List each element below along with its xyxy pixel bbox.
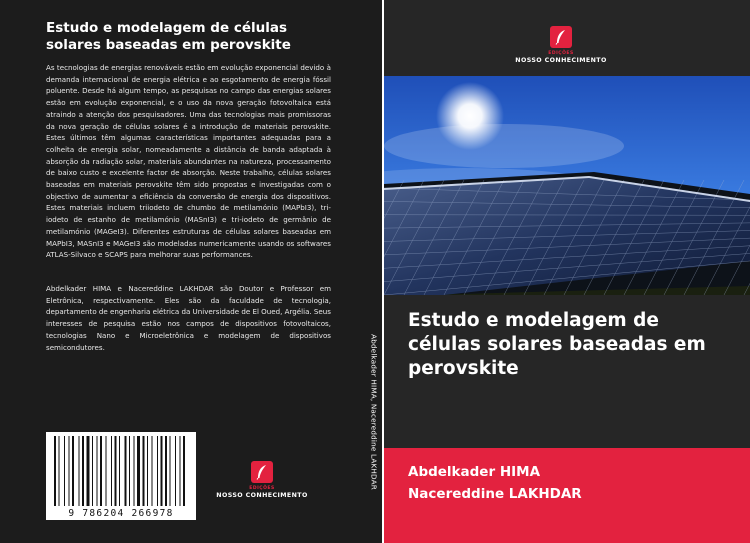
publisher-name: NOSSO CONHECIMENTO <box>216 492 308 499</box>
back-publisher-logo <box>216 461 308 499</box>
publisher-edicoes: EDIÇÕES <box>249 486 275 491</box>
back-cover-title: Estudo e modelagem de células solares baseadas em perovskite <box>46 20 291 53</box>
front-publisher-logo <box>511 26 611 64</box>
barcode-icon <box>46 436 196 512</box>
publisher-name: NOSSO CONHECIMENTO <box>515 57 607 64</box>
author-1: Abdelkader HIMA <box>408 464 541 480</box>
author-biography: Abdelkader HIMA e Nacereddine LAKHDAR são Doutor e Professor em Eletrônica, respectivamente. Eles são da faculdade de tecnologia, departamento de engenharia elétrica da Universidade de El Oued, Argélia. Seus interesses de pesquisa estão nos campos de dispositivos fotovoltaicos, tecnologias Nano e Microeletrônica e modelagem de dispositivos semicondutores. <box>46 284 331 352</box>
spine-authors: Abdelkader HIMA, Nacereddine LAKHDAR <box>369 334 379 490</box>
feather-quill-icon <box>251 461 273 483</box>
author-2: Nacereddine LAKHDAR <box>408 486 582 502</box>
solar-panel-photo <box>384 76 750 295</box>
back-cover-abstract: As tecnologias de energias renováveis estão em evolução exponencial devido à demanda internacional de energia elétrica e ao esgotamento de energia fóssil poluente. Desde há algum tempo, as pesquisas no campo das energias solares estão em evolução exponencial, e o uso da nova geração fotovoltaica está atraindo a atenção dos pesquisadores. Uma das tecnologias mais promissoras da nova geração de células solares é a introdução de materiais perovskite. Estes últimos têm algumas características importantes adequadas para a colheita de energia solar, nomeadamente a distância de banda adaptada à absorção da radiação solar, materiais abundantes na natureza, processamento de baixo custo e excelente factor de absorção. Neste trabalho, células solares baseadas em materiais perovskite têm sido propostas e investigadas com o objectivo de aumentar a eficiência da conversão de energia dos dispositivos. Estes materiais incluem triiodeto de chumbo de metilamónio (MAPbI3), tri-iodeto de estanho de metilamónio (MASnI3) e tri-iodeto de germânio de metilamónio (MAGeI3). Diferentes estruturas de células solares baseadas em MAPbI3, MASnI3 e MAGeI3 são modeladas numericamente usando os softwares ATLAS-Silvaco e SCAPS para melhorar suas performances. <box>46 63 331 260</box>
publisher-edicoes: EDIÇÕES <box>548 51 574 56</box>
isbn-number: 9 786204 266978 <box>68 508 174 519</box>
feather-quill-icon <box>550 26 572 48</box>
isbn-barcode <box>46 432 196 520</box>
front-cover-title: Estudo e modelagem de células solares baseadas em perovskite <box>408 310 706 379</box>
